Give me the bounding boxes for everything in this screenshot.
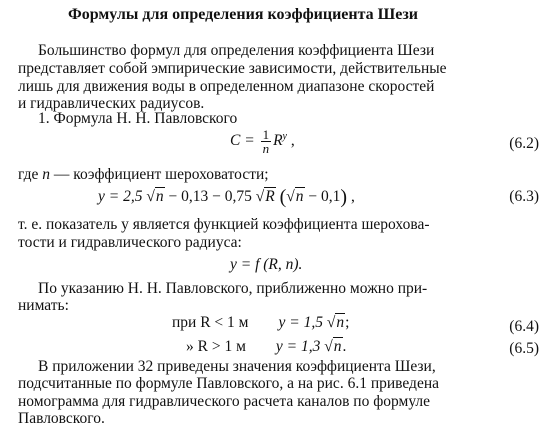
eq-tail: . [342, 338, 347, 355]
eq-condition: » R > 1 м [186, 338, 246, 355]
where-prefix: где [18, 166, 43, 183]
fraction [261, 128, 272, 155]
paragraph-line: и гидравлических радиусов. [18, 95, 205, 112]
eq-term: − 0,1 [304, 188, 341, 205]
equation-number: (6.4) [509, 318, 539, 335]
eq-tail: ; [345, 314, 350, 331]
paragraph-line: В приложении 32 приведены значения коэффициента Шези, [38, 358, 436, 375]
equation-number: (6.2) [509, 135, 539, 152]
eq-condition: при R < 1 м [172, 314, 249, 331]
formula-heading: 1. Формула Н. Н. Павловского [38, 110, 238, 127]
eq-expr: y = 1,5 [278, 314, 327, 331]
eq-lhs: C = [230, 132, 259, 150]
eq-tail: , [347, 188, 355, 205]
paragraph-line: тости и гидравлического радиуса: [18, 234, 242, 251]
paragraph-line: Павловского. [18, 410, 105, 427]
where-line [18, 166, 269, 184]
equation-6-4 [172, 314, 349, 332]
equation-6-5 [186, 338, 346, 356]
fraction-denominator: n [262, 141, 270, 157]
radical: √n [286, 188, 304, 205]
equation-6-3 [98, 188, 355, 206]
section-title: Формулы для определения коэффициента Шези [68, 6, 418, 23]
paren-close: ) [340, 186, 348, 208]
eq-term: R [273, 132, 283, 150]
eq-expr: y = 1,3 [275, 338, 325, 355]
radical: √n [324, 338, 342, 355]
paragraph-line: Большинство формул для определения коэффициента Шези [38, 42, 435, 59]
equation-6-2 [230, 128, 295, 155]
paragraph-line: нимать: [18, 297, 69, 314]
eq-exponent: y [282, 131, 287, 142]
eq-term: − 0,13 − 0,75 [164, 188, 256, 205]
paragraph-line: подсчитанные по формуле Павловского, а на рис. 6.1 приведена [18, 375, 439, 392]
equation-number: (6.5) [509, 340, 539, 357]
radical: √n [326, 314, 345, 331]
paren-open: ( [279, 186, 287, 208]
paragraph-line: т. е. показатель y является функцией коэффициента шерохова- [18, 216, 430, 233]
paragraph-line: лишь для движения воды в определенном диапазоне скоростей [18, 78, 435, 95]
paragraph-line: номограмма для гидравлического расчета каналов по формуле [18, 393, 431, 410]
equation-f: y = f (R, n). [230, 256, 303, 273]
paragraph-line: представляет собой эмпирические зависимости, действительные [18, 60, 447, 77]
where-var: n [42, 166, 50, 183]
eq-tail: , [286, 132, 295, 150]
eq-lhs: y = 2,5 [98, 188, 147, 205]
radical: √n [146, 188, 164, 205]
radical: √R [255, 188, 275, 205]
fraction-numerator: 1 [262, 127, 270, 143]
equation-number: (6.3) [509, 188, 539, 205]
paragraph-line: По указанию Н. Н. Павловского, приближенно можно при- [38, 280, 428, 297]
where-text: — коэффициент шероховатости; [49, 166, 269, 183]
